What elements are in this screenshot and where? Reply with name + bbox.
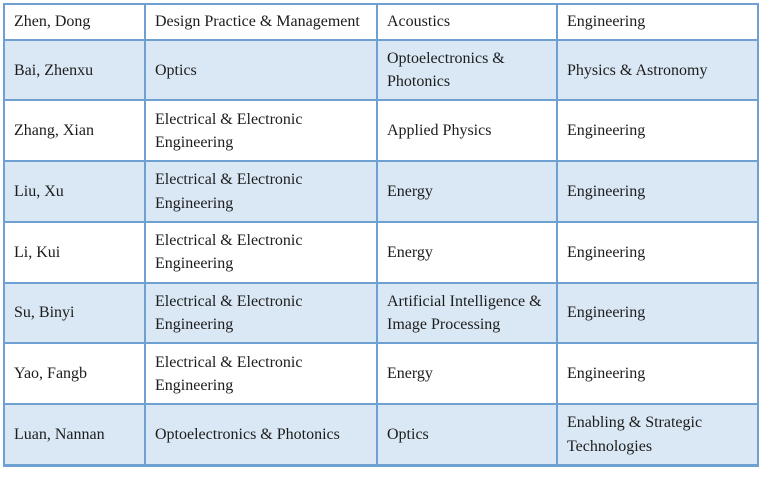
cell-category: Physics & Astronomy [557,40,758,101]
table-row [4,222,758,283]
cell-department: Optics [145,40,377,101]
table-row [4,404,758,465]
table-row [4,4,758,40]
cell-research-field: Energy [377,161,557,222]
authors-table [3,3,759,467]
cell-department: Electrical & Electronic Engineering [145,343,377,404]
cell-author-name: Liu, Xu [4,161,145,222]
table-row [4,343,758,404]
cell-department: Design Practice & Management [145,4,377,40]
cell-category: Engineering [557,222,758,283]
cell-author-name: Su, Binyi [4,283,145,344]
cell-department: Electrical & Electronic Engineering [145,161,377,222]
cell-research-field: Artificial Intelligence & Image Processing [377,283,557,344]
cell-research-field: Energy [377,222,557,283]
cell-category: Engineering [557,100,758,161]
cell-research-field: Applied Physics [377,100,557,161]
cell-research-field: Acoustics [377,4,557,40]
cell-author-name: Yao, Fangb [4,343,145,404]
table-row [4,100,758,161]
cell-author-name: Zhen, Dong [4,4,145,40]
cell-research-field: Optics [377,404,557,465]
cell-author-name: Li, Kui [4,222,145,283]
cell-author-name: Zhang, Xian [4,100,145,161]
cell-category: Engineering [557,4,758,40]
cell-department: Optoelectronics & Photonics [145,404,377,465]
cell-category: Engineering [557,161,758,222]
table-row [4,161,758,222]
table-row [4,40,758,101]
cell-category: Engineering [557,283,758,344]
cell-department: Electrical & Electronic Engineering [145,100,377,161]
cell-department: Electrical & Electronic Engineering [145,222,377,283]
cell-category: Enabling & Strategic Technologies [557,404,758,465]
cell-author-name: Bai, Zhenxu [4,40,145,101]
cell-research-field: Energy [377,343,557,404]
cell-category: Engineering [557,343,758,404]
cell-author-name: Luan, Nannan [4,404,145,465]
cell-department: Electrical & Electronic Engineering [145,283,377,344]
table-row [4,283,758,344]
cell-research-field: Optoelectronics & Photonics [377,40,557,101]
